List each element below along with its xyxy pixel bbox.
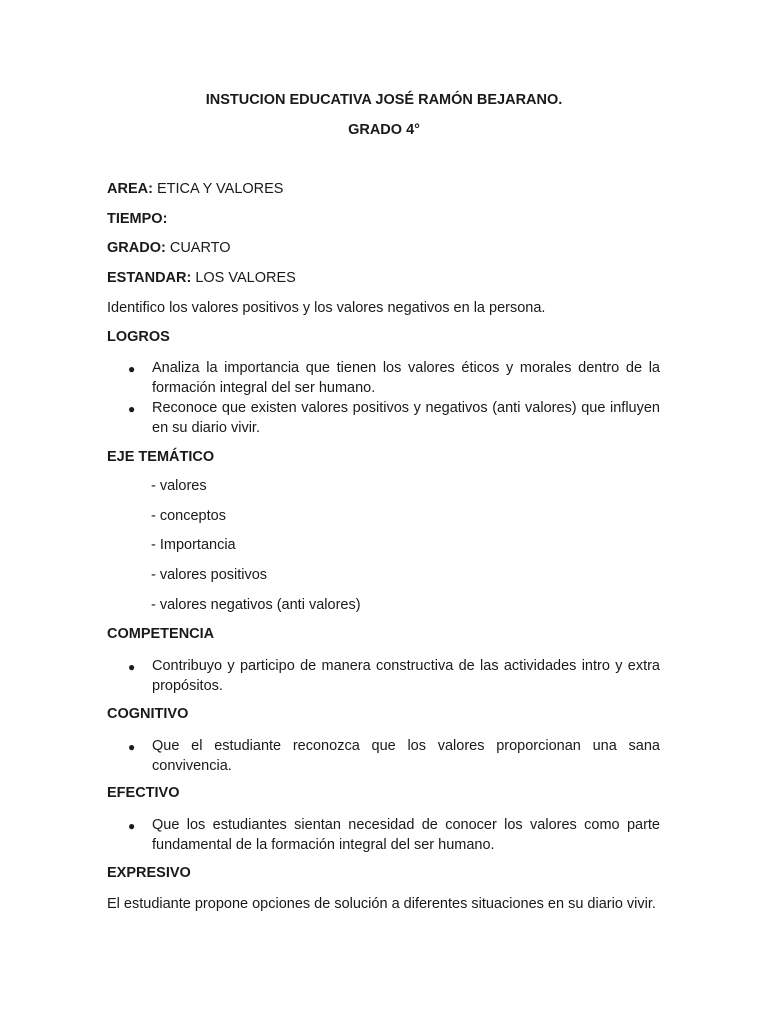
cognitivo-heading: COGNITIVO: [107, 706, 189, 722]
estandar-field: [107, 270, 296, 286]
cognitivo-item: Que el estudiante reconozca que los valores proporcionan una sana convivencia.: [152, 738, 660, 774]
bullet-icon: ●: [128, 402, 136, 416]
institution-title: INSTUCION EDUCATIVA JOSÉ RAMÓN BEJARANO.: [205, 92, 563, 108]
eje-heading: EJE TEMÁTICO: [107, 449, 215, 465]
logro-item: Analiza la importancia que tienen los valores éticos y morales dentro de la formación integral del ser humano.: [152, 360, 660, 396]
efectivo-heading: EFECTIVO: [107, 785, 180, 801]
tiempo-label: TIEMPO:: [107, 211, 168, 227]
tiempo-field: [107, 211, 167, 227]
estandar-label: ESTANDAR:: [107, 270, 192, 286]
eje-item: - valores positivos: [151, 567, 268, 583]
grado-field: [107, 240, 231, 256]
bullet-icon: ●: [128, 819, 136, 833]
bullet-icon: ●: [128, 660, 136, 674]
estandar-value: LOS VALORES: [195, 270, 296, 286]
competencia-item: Contribuyo y participo de manera constructiva de las actividades intro y extra propósitos.: [152, 658, 660, 694]
area-label: AREA:: [107, 181, 153, 197]
bullet-icon: ●: [128, 740, 136, 754]
estandar-text: Identifico los valores positivos y los valores negativos en la persona.: [107, 300, 546, 316]
area-field: [107, 181, 283, 197]
eje-item: - conceptos: [151, 508, 226, 524]
expresivo-heading: EXPRESIVO: [107, 865, 191, 881]
logro-item: Reconoce que existen valores positivos y negativos (anti valores) que influyen en su diario vivir.: [152, 400, 660, 436]
expresivo-text: El estudiante propone opciones de solución a diferentes situaciones en su diario vivir.: [107, 896, 656, 912]
grado-label: GRADO:: [107, 240, 166, 256]
area-value: ETICA Y VALORES: [156, 181, 284, 197]
efectivo-item: Que los estudiantes sientan necesidad de conocer los valores como parte fundamental de la formación integral del ser humano.: [152, 817, 660, 853]
eje-item: - Importancia: [151, 537, 236, 553]
competencia-heading: COMPETENCIA: [107, 626, 215, 642]
bullet-icon: ●: [128, 362, 136, 376]
eje-item: - valores negativos (anti valores): [151, 597, 361, 613]
grado-value: CUARTO: [169, 240, 231, 256]
grade-title: GRADO 4°: [348, 122, 420, 138]
logros-heading: LOGROS: [107, 329, 170, 345]
eje-item: - valores: [151, 478, 207, 494]
